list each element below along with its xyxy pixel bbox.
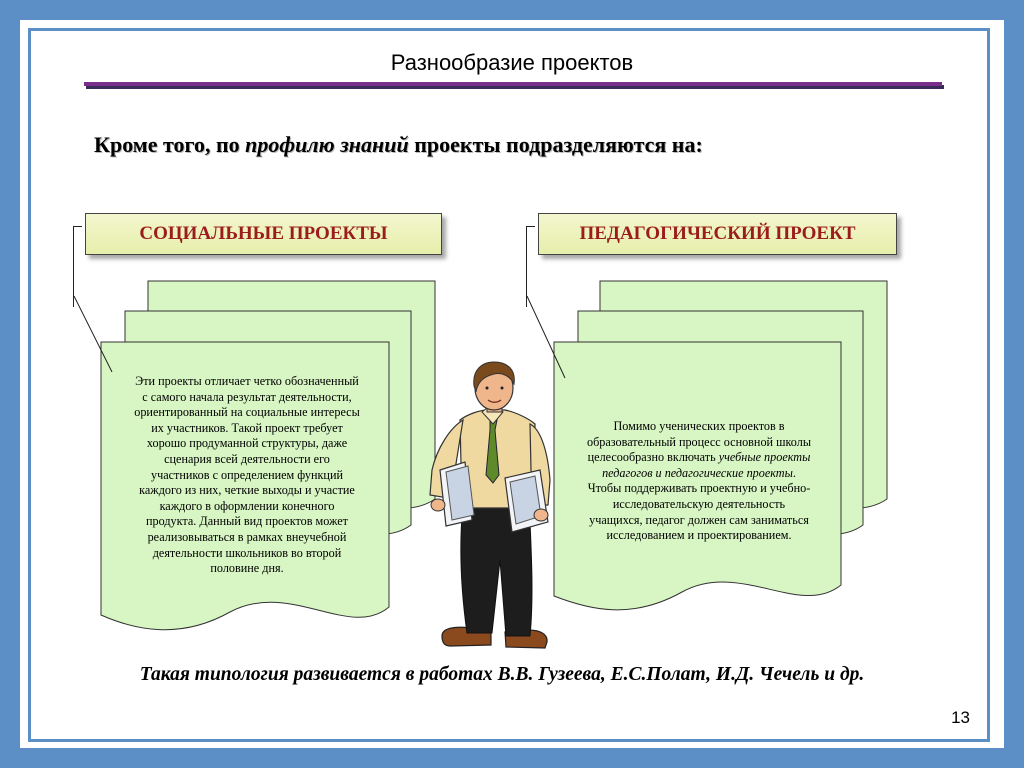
- page-title: Разнообразие проектов: [390, 50, 634, 75]
- text-line: участников с определением функций: [150, 467, 344, 482]
- text-line: Помимо ученических проектов в: [613, 419, 785, 433]
- subtitle-part-1: Кроме того, по: [94, 132, 246, 157]
- pedagogical-project-header: ПЕДАГОГИЧЕСКИЙ ПРОЕКТ: [538, 213, 897, 255]
- left-connector-line: [74, 296, 112, 372]
- text-emphasis: учебные проекты: [718, 450, 811, 465]
- text-line: исследовательскую деятельность: [612, 496, 786, 511]
- text-line: каждого из них, четкие выходы и участие: [139, 483, 355, 498]
- text-line: хорошо продуманной структуры, даже: [146, 436, 348, 451]
- text-line: ориентированный на социальные интересы: [134, 405, 360, 420]
- text-line: деятельности школьников во второй: [152, 545, 342, 560]
- text-emphasis: педагогов и педагогические проекты: [602, 465, 793, 480]
- text-line: [562, 450, 836, 466]
- text-line: их участников. Такой проект требует: [151, 420, 343, 435]
- text-line: реализовываться в рамках внеучебной: [147, 529, 347, 544]
- text-line: половине дня.: [210, 561, 284, 576]
- right-connector-line: [527, 296, 565, 378]
- text-line: с самого начала результат деятельности,: [142, 389, 352, 404]
- text-line: каждого в оформлении конечного: [159, 498, 335, 513]
- social-projects-header: СОЦИАЛЬНЫЕ ПРОЕКТЫ: [85, 213, 442, 255]
- text-line: учащихся, педагог должен сам заниматься: [589, 512, 809, 527]
- text-line: исследованием и проектированием.: [606, 528, 792, 543]
- social-projects-description: [110, 374, 384, 577]
- left-bracket: [73, 226, 82, 307]
- businessman-with-folders-icon: [430, 362, 550, 648]
- text-line: [562, 466, 836, 482]
- text-line: Эти проекты отличает четко обозначенный: [135, 374, 359, 388]
- text-line: сценария всей деятельности его: [164, 451, 330, 466]
- page-number: 13: [951, 708, 970, 727]
- text-line: продукта. Данный вид проектов может: [145, 514, 349, 529]
- right-bracket: [526, 226, 535, 307]
- text-line: Чтобы поддерживать проектную и учебно-: [587, 481, 811, 496]
- subtitle-part-3: проекты подразделяются на:: [408, 132, 703, 157]
- subtitle-emphasis: профилю знаний: [245, 132, 409, 157]
- text-fragment: .: [792, 465, 796, 480]
- pedagogical-project-description: [562, 419, 836, 544]
- text-fragment: целесообразно включать: [587, 450, 719, 465]
- text-line: образовательный процесс основной школы: [586, 434, 812, 449]
- footer-citation: Такая типология развивается в работах В.В. Гузеева, Е.С.Полат, И.Д. Чечель и др.: [139, 664, 865, 685]
